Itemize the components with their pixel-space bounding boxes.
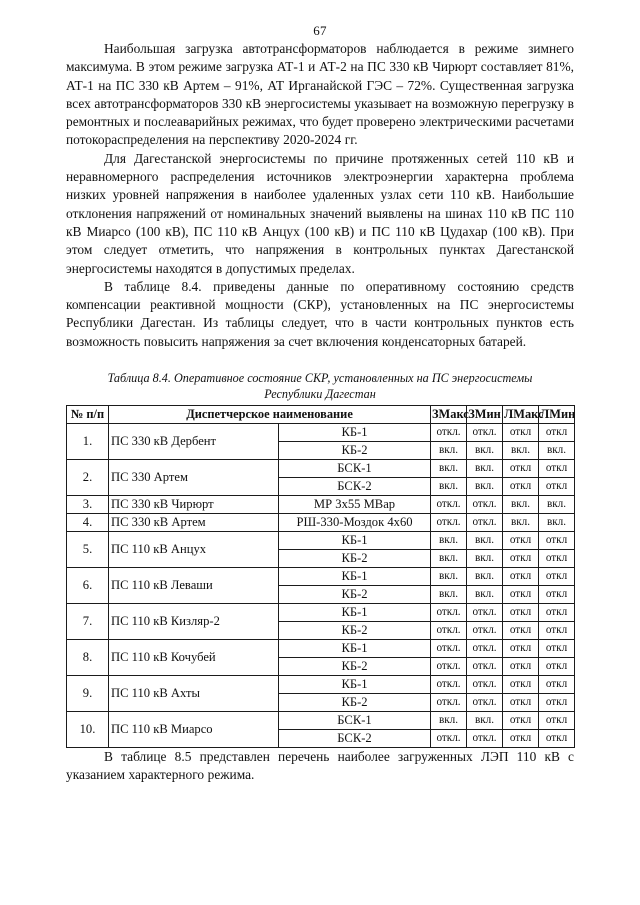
cell-zmax: откл. (431, 640, 467, 658)
closing-paragraph: В таблице 8.5 представлен перечень наиболее загруженных ЛЭП 110 кВ с указанием характерного режима. (66, 749, 574, 783)
cell-zmax: откл. (431, 676, 467, 694)
cell-lmin: откл (539, 424, 575, 442)
cell-lmin: откл (539, 730, 575, 748)
cell-zmax: вкл. (431, 586, 467, 604)
cell-lmax: откл (503, 568, 539, 586)
cell-index: 2. (67, 460, 109, 496)
cell-lmax: откл (503, 532, 539, 550)
cell-device: МР 3х55 МВар (279, 496, 431, 514)
cell-zmin: вкл. (467, 442, 503, 460)
cell-lmax: откл (503, 604, 539, 622)
cell-index: 10. (67, 712, 109, 748)
cell-lmax: откл (503, 676, 539, 694)
cell-zmax: вкл. (431, 442, 467, 460)
cell-lmax: откл (503, 424, 539, 442)
cell-lmax: откл (503, 550, 539, 568)
table-head (67, 406, 575, 424)
cell-zmax: вкл. (431, 460, 467, 478)
paragraph-1: Наибольшая загрузка автотрансформаторов наблюдается в режиме зимнего максимума. В этом режиме загрузка АТ-1 и АТ-2 на ПС 330 кВ Чирюрт составляет 81%, АТ-1 на ПС 330 кВ Артем – 91%, АТ Ирганайской ГЭС – 72%. Существенная загрузка всех автотрансформаторов 330 кВ энергосистемы указывает на возможную перегрузку в ремонтных и послеаварийных режимах, что будет проверено электрическими расчетами потокораспределения на перспективу 2020-2024 гг. (66, 41, 574, 148)
cell-zmin: вкл. (467, 478, 503, 496)
cell-lmin: откл (539, 550, 575, 568)
cell-lmax: откл (503, 640, 539, 658)
column-header-lmax: ЛМакс (503, 406, 539, 424)
table-row (67, 532, 575, 550)
page-number: 67 (313, 23, 327, 38)
column-header-zmin: ЗМин (467, 406, 503, 424)
cell-device: КБ-2 (279, 586, 431, 604)
cell-zmax: откл. (431, 658, 467, 676)
cell-zmax: откл. (431, 424, 467, 442)
cell-zmin: откл. (467, 424, 503, 442)
cell-station-name: ПС 330 кВ Дербент (109, 424, 279, 460)
cell-lmin: откл (539, 532, 575, 550)
cell-zmax: вкл. (431, 478, 467, 496)
cell-station-name: ПС 110 кВ Миарсо (109, 712, 279, 748)
table-caption (66, 370, 574, 402)
cell-device: КБ-2 (279, 694, 431, 712)
table-row (67, 514, 575, 532)
cell-device: КБ-2 (279, 442, 431, 460)
cell-station-name: ПС 110 кВ Анцух (109, 532, 279, 568)
cell-device: БСК-1 (279, 712, 431, 730)
cell-station-name: ПС 110 кВ Кизляр-2 (109, 604, 279, 640)
table-body (67, 424, 575, 748)
cell-lmin: откл (539, 658, 575, 676)
cell-lmin: откл (539, 640, 575, 658)
cell-zmin: откл. (467, 640, 503, 658)
column-header-index: № п/п (67, 406, 109, 424)
cell-zmin: вкл. (467, 532, 503, 550)
cell-lmax: вкл. (503, 442, 539, 460)
cell-device: КБ-1 (279, 532, 431, 550)
cell-lmax: откл (503, 586, 539, 604)
cell-device: КБ-2 (279, 658, 431, 676)
cell-lmin: вкл. (539, 442, 575, 460)
cell-lmin: откл (539, 676, 575, 694)
cell-zmax: откл. (431, 730, 467, 748)
cell-device: КБ-1 (279, 568, 431, 586)
table-row (67, 712, 575, 730)
cell-zmax: вкл. (431, 712, 467, 730)
table-row (67, 460, 575, 478)
cell-device: КБ-2 (279, 622, 431, 640)
cell-lmin: вкл. (539, 514, 575, 532)
cell-lmin: откл (539, 694, 575, 712)
cell-lmax: откл (503, 712, 539, 730)
cell-zmin: откл. (467, 514, 503, 532)
cell-zmin: откл. (467, 604, 503, 622)
cell-zmax: откл. (431, 604, 467, 622)
cell-zmin: откл. (467, 658, 503, 676)
cell-zmin: откл. (467, 676, 503, 694)
cell-device: КБ-1 (279, 640, 431, 658)
cell-device: БСК-2 (279, 478, 431, 496)
cell-zmin: откл. (467, 622, 503, 640)
paragraph-2: Для Дагестанской энергосистемы по причине протяженных сетей 110 кВ и неравномерного распределения источников электроэнергии характерна проблема низких уровней напряжения в наиболее удаленных узлах сети 110 кВ. Наибольшие отклонения напряжений от номинальных значений выявлены на шинах 110 кВ ПС 110 кВ Миарсо (100 кВ), ПС 110 кВ Анцух (100 кВ) и ПС 110 кВ Цудахар (100 кВ). При этом следует отметить, что напряжения в контрольных пунктах Дагестанской энергосистемы находятся в допустимых пределах. (66, 150, 574, 276)
cell-lmin: вкл. (539, 496, 575, 514)
column-header-zmax: ЗМакс (431, 406, 467, 424)
paragraph-3: В таблице 8.4. приведены данные по оперативному состоянию средств компенсации реактивной мощности (СКР), установленных на ПС энергосистемы Республики Дагестан. Из таблицы следует, что в части контрольных пунктов есть возможность повысить напряжения за счет включения конденсаторных батарей. (66, 278, 574, 349)
cell-lmin: откл (539, 604, 575, 622)
cell-station-name: ПС 330 кВ Чирюрт (109, 496, 279, 514)
cell-lmin: откл (539, 622, 575, 640)
table-row (67, 640, 575, 658)
cell-lmax: вкл. (503, 514, 539, 532)
cell-lmax: откл (503, 460, 539, 478)
table-row (67, 568, 575, 586)
cell-zmax: вкл. (431, 532, 467, 550)
cell-device: КБ-1 (279, 604, 431, 622)
table-row (67, 604, 575, 622)
column-header-name: Диспетчерское наименование (109, 406, 431, 424)
cell-station-name: ПС 330 кВ Артем (109, 514, 279, 532)
cell-zmin: откл. (467, 730, 503, 748)
cell-lmin: откл (539, 712, 575, 730)
cell-device: КБ-2 (279, 550, 431, 568)
cell-lmin: откл (539, 478, 575, 496)
cell-zmin: вкл. (467, 550, 503, 568)
cell-zmax: вкл. (431, 568, 467, 586)
cell-zmin: откл. (467, 496, 503, 514)
cell-zmax: откл. (431, 514, 467, 532)
cell-station-name: ПС 330 Артем (109, 460, 279, 496)
cell-station-name: ПС 110 кВ Ахты (109, 676, 279, 712)
table-row (67, 424, 575, 442)
cell-index: 9. (67, 676, 109, 712)
cell-zmin: вкл. (467, 712, 503, 730)
cell-lmax: откл (503, 478, 539, 496)
cell-index: 4. (67, 514, 109, 532)
cell-zmax: откл. (431, 622, 467, 640)
cell-index: 6. (67, 568, 109, 604)
document-body (66, 40, 574, 785)
cell-device: КБ-1 (279, 424, 431, 442)
cell-zmax: откл. (431, 496, 467, 514)
cell-device: КБ-1 (279, 676, 431, 694)
cell-index: 5. (67, 532, 109, 568)
cell-lmin: откл (539, 568, 575, 586)
cell-lmin: откл (539, 460, 575, 478)
cell-lmax: откл (503, 694, 539, 712)
table-caption-line-2: Республики Дагестан (264, 387, 376, 402)
cell-lmax: вкл. (503, 496, 539, 514)
table-row (67, 676, 575, 694)
cell-lmax: откл (503, 658, 539, 676)
cell-index: 1. (67, 424, 109, 460)
cell-zmin: вкл. (467, 460, 503, 478)
cell-zmax: откл. (431, 694, 467, 712)
cell-zmin: откл. (467, 694, 503, 712)
cell-zmin: вкл. (467, 568, 503, 586)
cell-index: 3. (67, 496, 109, 514)
cell-zmax: вкл. (431, 550, 467, 568)
cell-lmax: откл (503, 730, 539, 748)
column-header-lmin: ЛМин (539, 406, 575, 424)
cell-zmin: вкл. (467, 586, 503, 604)
cell-index: 8. (67, 640, 109, 676)
skr-status-table (66, 405, 575, 748)
cell-device: БСК-2 (279, 730, 431, 748)
cell-station-name: ПС 110 кВ Кочубей (109, 640, 279, 676)
cell-device: БСК-1 (279, 460, 431, 478)
table-caption-line-1: Таблица 8.4. Оперативное состояние СКР, установленных на ПС энергосистемы (107, 371, 533, 386)
cell-station-name: ПС 110 кВ Леваши (109, 568, 279, 604)
cell-index: 7. (67, 604, 109, 640)
table-header-row (67, 406, 575, 424)
cell-lmin: откл (539, 586, 575, 604)
cell-device: РШ-330-Моздок 4х60 (279, 514, 431, 532)
cell-lmax: откл (503, 622, 539, 640)
table-row (67, 496, 575, 514)
